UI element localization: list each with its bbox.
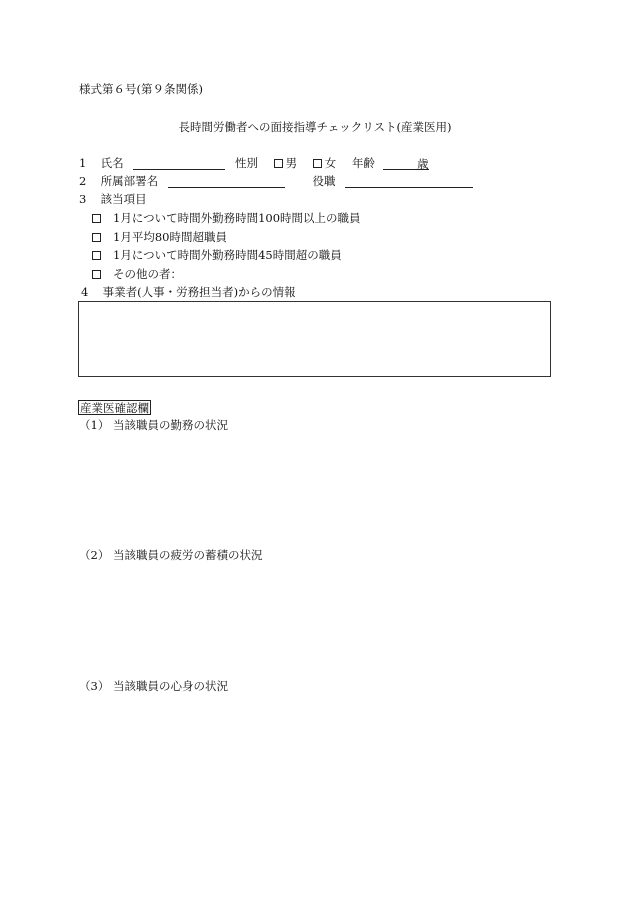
section-1-number: 1 [79, 156, 87, 170]
section-2-number: 2 [79, 174, 87, 188]
section-3-row [79, 192, 147, 206]
section-1-row [79, 156, 429, 170]
item-label: 1月について時間外勤務時間100時間以上の職員 [113, 211, 361, 225]
confirm-item-number: （2） [79, 548, 110, 562]
item-checkbox[interactable] [92, 251, 101, 260]
name-label: 氏名 [100, 156, 124, 170]
applicable-item [92, 267, 182, 281]
age-label: 年齢 [351, 156, 375, 170]
male-label: 男 [285, 156, 298, 170]
confirm-label: 産業医確認欄 [80, 401, 149, 415]
confirm-item [79, 548, 263, 562]
age-unit: 歳 [417, 157, 429, 171]
dept-field[interactable] [168, 175, 285, 188]
item-checkbox[interactable] [92, 214, 101, 223]
section-4-number: 4 [81, 285, 89, 299]
confirm-item-text: 当該職員の勤務の状況 [113, 418, 228, 432]
item-label: 1月について時間外勤務時間45時間超の職員 [113, 248, 342, 262]
female-checkbox[interactable] [313, 159, 322, 168]
female-label: 女 [324, 156, 337, 170]
gender-label: 性別 [234, 156, 258, 170]
item-checkbox[interactable] [92, 270, 101, 279]
name-field[interactable] [133, 157, 225, 170]
age-field[interactable] [383, 157, 429, 170]
form-number: 様式第６号(第９条関係) [79, 82, 203, 96]
male-checkbox[interactable] [274, 159, 283, 168]
dept-label: 所属部署名 [100, 174, 159, 188]
confirm-item-text: 当該職員の心身の状況 [113, 679, 228, 693]
section-3-label: 該当項目 [100, 192, 147, 206]
item-label: その他の者： [113, 267, 182, 281]
confirm-item-number: （3） [79, 679, 110, 693]
section-4-label: 事業者(人事・労務担当者)からの情報 [102, 285, 296, 299]
section-4-row [81, 285, 296, 299]
applicable-item [92, 230, 227, 244]
confirm-item-text: 当該職員の疲労の蓄積の状況 [113, 548, 263, 562]
confirm-item [79, 418, 228, 432]
section-2-row [79, 174, 473, 188]
confirm-item-number: （1） [79, 418, 110, 432]
position-field[interactable] [345, 175, 473, 188]
item-label: 1月平均80時間超職員 [113, 230, 227, 244]
section-3-number: 3 [79, 192, 87, 206]
applicable-item [92, 211, 361, 225]
applicable-item [92, 248, 342, 262]
document-title: 長時間労働者への面接指導チェックリスト(産業医用) [178, 120, 452, 134]
employer-info-box[interactable] [78, 301, 551, 377]
item-checkbox[interactable] [92, 233, 101, 242]
confirm-item [79, 679, 228, 693]
position-label: 役職 [312, 174, 336, 188]
